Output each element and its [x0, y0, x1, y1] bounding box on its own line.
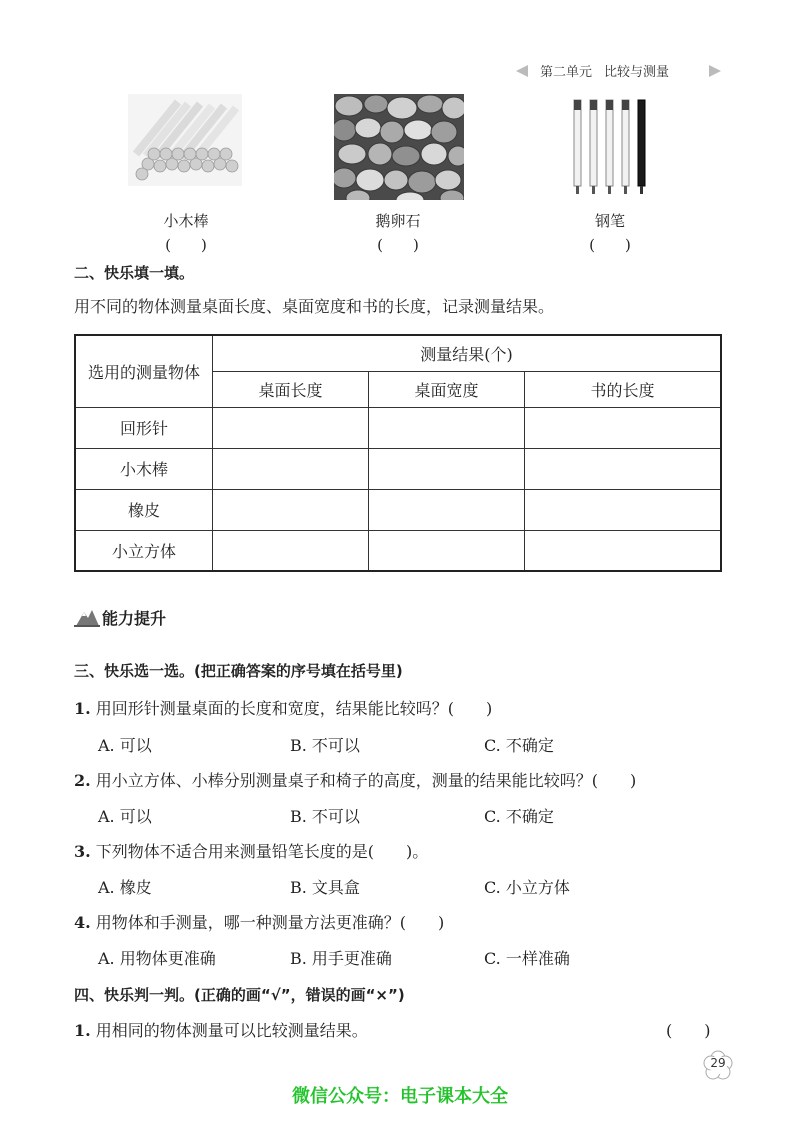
- header-left-triangle-icon: [516, 65, 528, 77]
- sticks-image: [128, 94, 242, 186]
- table-cell[interactable]: [369, 407, 525, 448]
- table-cell[interactable]: [525, 448, 722, 489]
- header-text: [540, 61, 681, 80]
- table-cell[interactable]: [213, 530, 369, 571]
- answer-paren-sticks[interactable]: ( ): [165, 236, 207, 254]
- question-number: 3.: [74, 842, 91, 861]
- option-c[interactable]: C. 不确定: [484, 807, 554, 826]
- caption-sticks: 小木棒: [163, 212, 209, 230]
- header-unit: 第二单元: [540, 65, 593, 80]
- question-text: 用小立方体、小棒分别测量桌子和椅子的高度，测量的结果能比较吗？( ): [95, 771, 637, 790]
- ability-label: 能力提升: [102, 609, 167, 628]
- pens-image: [566, 98, 650, 198]
- mountain-icon: [74, 606, 100, 628]
- measurement-table: [74, 334, 722, 572]
- caption-pebbles: 鹅卵石: [375, 212, 421, 230]
- table-row-label: 小木棒: [75, 448, 213, 489]
- table-col-desk-length: 桌面长度: [213, 371, 369, 407]
- table-row-label: 回形针: [75, 407, 213, 448]
- page-number: 29: [710, 1056, 726, 1070]
- option-b[interactable]: B. 用手更准确: [290, 949, 392, 968]
- table-col-book-length: 书的长度: [525, 371, 722, 407]
- section2-title: 二、快乐填一填。: [74, 264, 195, 282]
- question-number: 1.: [74, 1021, 91, 1040]
- question-number: 4.: [74, 913, 91, 932]
- table-cell[interactable]: [369, 530, 525, 571]
- table-cell[interactable]: [525, 530, 722, 571]
- question-text: 用相同的物体测量可以比较测量结果。: [95, 1021, 368, 1040]
- watermark: 微信公众号：电子课本大全: [292, 1086, 508, 1107]
- question-number: 1.: [74, 699, 91, 718]
- option-c[interactable]: C. 一样准确: [484, 949, 570, 968]
- question-text: 下列物体不适合用来测量铅笔长度的是( )。: [95, 842, 429, 861]
- option-c[interactable]: C. 小立方体: [484, 878, 570, 897]
- table-cell[interactable]: [213, 407, 369, 448]
- question-2: [74, 768, 636, 791]
- header-right-triangle-icon: [709, 65, 721, 77]
- page-number-badge: [703, 1050, 733, 1080]
- option-b[interactable]: B. 不可以: [290, 807, 360, 826]
- table-cell[interactable]: [525, 489, 722, 530]
- running-header: [510, 58, 725, 84]
- table-row-header: 选用的测量物体: [75, 335, 213, 407]
- question-text: 用物体和手测量，哪一种测量方法更准确？( ): [95, 913, 445, 932]
- header-title: 比较与测量: [604, 65, 670, 80]
- table-col-desk-width: 桌面宽度: [369, 371, 525, 407]
- judge-question-1: [74, 1018, 368, 1041]
- table-row-label: 橡皮: [75, 489, 213, 530]
- question-3: [74, 839, 428, 862]
- option-b[interactable]: B. 文具盒: [290, 878, 360, 897]
- table-cell[interactable]: [525, 407, 722, 448]
- table-cell[interactable]: [369, 448, 525, 489]
- table-cell[interactable]: [213, 489, 369, 530]
- caption-pens: 钢笔: [594, 212, 625, 230]
- option-b[interactable]: B. 不可以: [290, 736, 360, 755]
- table-group-header: 测量结果(个): [213, 335, 722, 371]
- table-row-label: 小立方体: [75, 530, 213, 571]
- question-4: [74, 910, 444, 933]
- table-cell[interactable]: [213, 448, 369, 489]
- option-a[interactable]: A. 用物体更准确: [98, 949, 216, 968]
- option-c[interactable]: C. 不确定: [484, 736, 554, 755]
- table-cell[interactable]: [369, 489, 525, 530]
- pebbles-image: [334, 94, 464, 200]
- answer-paren-pens[interactable]: ( ): [589, 236, 631, 254]
- option-a[interactable]: A. 可以: [98, 807, 152, 826]
- section2-instruction: 用不同的物体测量桌面长度、桌面宽度和书的长度，记录测量结果。: [74, 297, 555, 316]
- option-a[interactable]: A. 橡皮: [98, 878, 152, 897]
- section3-title: 三、快乐选一选。(把正确答案的序号填在括号里): [74, 662, 403, 680]
- question-1: [74, 696, 492, 719]
- question-number: 2.: [74, 771, 91, 790]
- section4-title: 四、快乐判一判。(正确的画“√”，错误的画“×”): [74, 986, 405, 1004]
- question-text: 用回形针测量桌面的长度和宽度，结果能比较吗？( ): [95, 699, 493, 718]
- option-a[interactable]: A. 可以: [98, 736, 152, 755]
- judge-answer-paren[interactable]: ( ): [666, 1021, 711, 1040]
- answer-paren-pebbles[interactable]: ( ): [377, 236, 419, 254]
